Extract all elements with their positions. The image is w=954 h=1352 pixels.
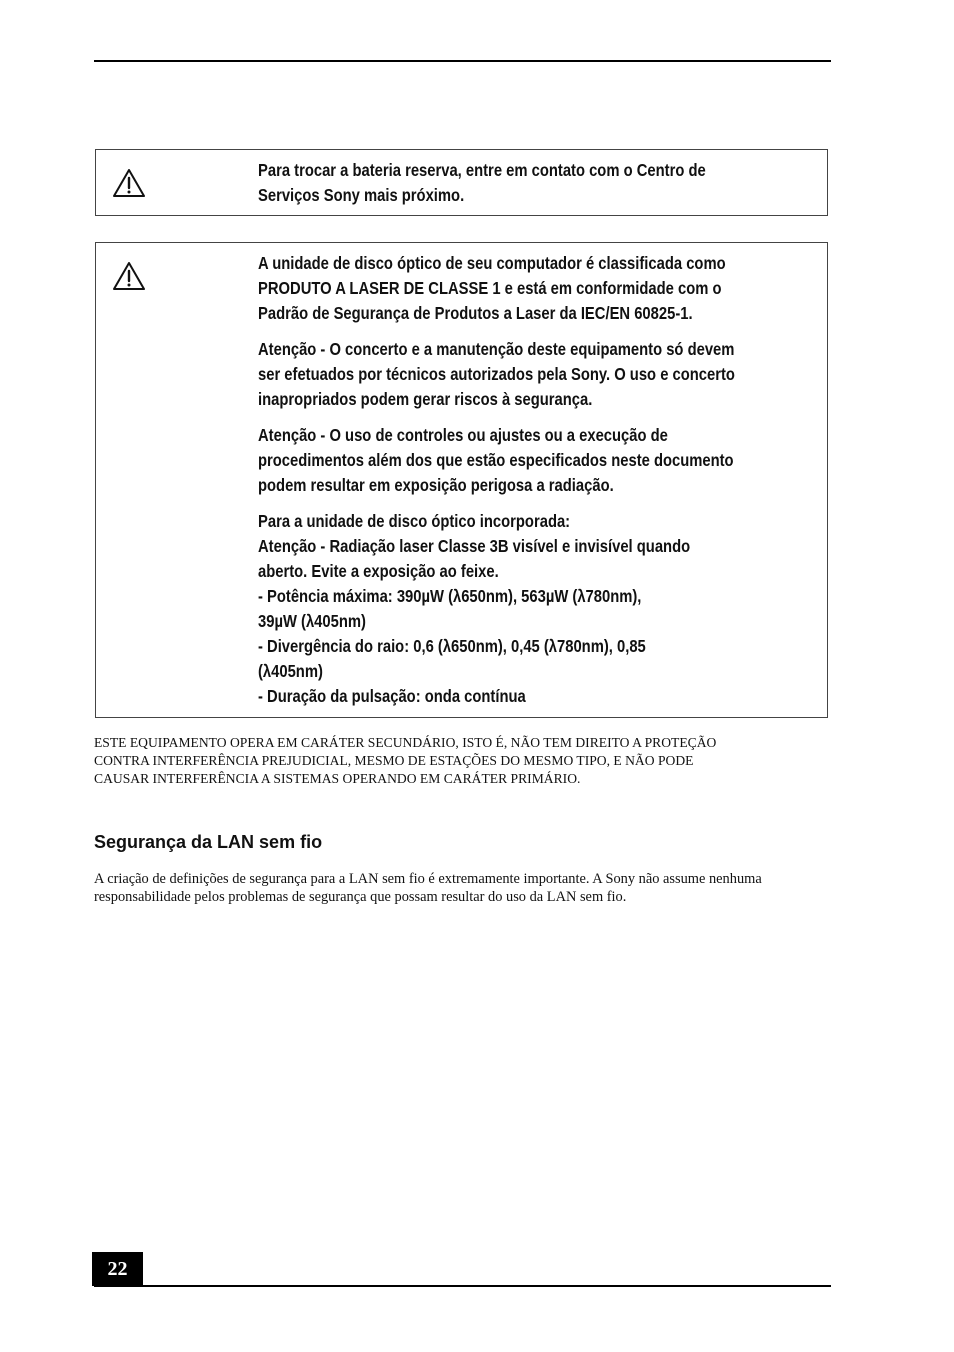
top-rule (94, 60, 831, 62)
warning-line: 39µW (λ405nm) (258, 611, 366, 631)
warning-line: aberto. Evite a exposição ao feixe. (258, 561, 499, 581)
body-line: A criação de definições de segurança para a LAN sem fio é extremamente importante. A Sony não assume nenhuma (94, 871, 762, 887)
warning-line: - Divergência do raio: 0,6 (λ650nm), 0,45 (λ780nm), 0,85 (258, 636, 646, 656)
warning-paragraph (258, 509, 826, 709)
warning-line: ser efetuados por técnicos autorizados pela Sony. O uso e concerto (258, 364, 735, 384)
battery-warning-box (95, 149, 828, 216)
warning-paragraph (258, 423, 826, 498)
warning-line: podem resultar em exposição perigosa a radiação. (258, 475, 614, 495)
warning-line: Atenção - O uso de controles ou ajustes ou a execução de (258, 425, 668, 445)
notice-line: ESTE EQUIPAMENTO OPERA EM CARÁTER SECUNDÁRIO, ISTO É, NÃO TEM DIREITO A PROTEÇÃO (94, 735, 717, 750)
laser-warning-box (95, 242, 828, 718)
warning-paragraph (258, 251, 826, 326)
warning-triangle-icon (112, 261, 146, 291)
notice-line: CAUSAR INTERFERÊNCIA A SISTEMAS OPERANDO EM CARÁTER PRIMÁRIO. (94, 771, 581, 786)
battery-warning-text (258, 158, 826, 219)
warning-line: PRODUTO A LASER DE CLASSE 1 e está em conformidade com o (258, 278, 722, 298)
warning-line: Serviços Sony mais próximo. (258, 185, 465, 205)
laser-warning-text (258, 251, 826, 720)
section-heading: Segurança da LAN sem fio (94, 832, 323, 852)
warning-line: - Potência máxima: 390µW (λ650nm), 563µW (λ780nm), (258, 586, 642, 606)
body-line: responsabilidade pelos problemas de segurança que possam resultar do uso da LAN sem fio. (94, 889, 627, 905)
warning-line: Para a unidade de disco óptico incorporada: (258, 511, 571, 531)
page-number: 22 (92, 1252, 143, 1286)
warning-line: Para trocar a bateria reserva, entre em contato com o Centro de (258, 160, 706, 180)
warning-line: Atenção - Radiação laser Classe 3B visível e invisível quando (258, 536, 691, 556)
regulatory-notice (94, 734, 834, 788)
warning-line: - Duração da pulsação: onda contínua (258, 686, 526, 706)
warning-line: A unidade de disco óptico de seu computador é classificada como (258, 253, 726, 273)
warning-line: (λ405nm) (258, 661, 323, 681)
warning-line: procedimentos além dos que estão especificados neste documento (258, 450, 734, 470)
warning-line: inapropriados podem gerar riscos à segurança. (258, 389, 593, 409)
warning-line: Padrão de Segurança de Produtos a Laser da IEC/EN 60825-1. (258, 303, 693, 323)
warning-paragraph (258, 337, 826, 412)
bottom-rule (94, 1285, 831, 1287)
warning-triangle-icon (112, 168, 146, 198)
section-body (94, 870, 834, 906)
notice-line: CONTRA INTERFERÊNCIA PREJUDICIAL, MESMO DE ESTAÇÕES DO MESMO TIPO, E NÃO PODE (94, 753, 694, 768)
warning-paragraph (258, 158, 826, 208)
warning-line: Atenção - O concerto e a manutenção deste equipamento só devem (258, 339, 735, 359)
